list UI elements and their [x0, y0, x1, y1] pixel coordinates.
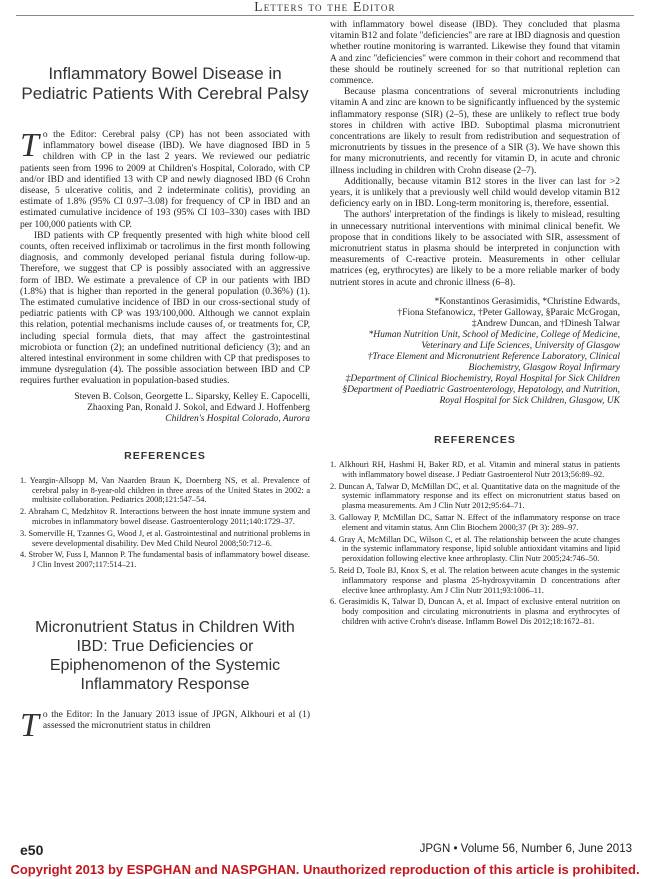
letter2-paragraph-1-start: To the Editor: In the January 2013 issue of JPGN, Alkhouri et al (1) assessed the micronutrient status in children	[20, 707, 310, 745]
letter2-paragraph-4: The authors' interpretation of the findings is likely to mislead, resulting in unnecessary nutritional interventions with minimal clinical benefit. We propose that in conditions likely to be associated with SIR, assessment of micronutrient status in plasma should be interpreted in conjunction with measurements of C-reactive protein. Measurements in other cellular matrices (eg, erythrocytes) are likely to be a more reliable marker of body nutrient stores in acute and chronic illness (6–8).	[330, 210, 620, 288]
reference-item: 6. Gerasimidis K, Talwar D, Duncan A, et al. Impact of exclusive enteral nutrition on body composition and circulating micronutrients in plasma and erythrocytes of children with active Crohn's disease. Inflamm Bowel Dis 2012;18:1672–81.	[330, 597, 620, 627]
reference-item: 2. Duncan A, Talwar D, McMillan DC, et al. Quantitative data on the magnitude of the systemic inflammatory response and its effect on micronutrient status based on plasma measurements. Am J Clin Nutr 2012;95:64–71.	[330, 481, 620, 511]
header-divider	[16, 15, 634, 16]
letter1-paragraph-1: To the Editor: Cerebral palsy (CP) has not been associated with inflammatory bowel disease (IBD). We have diagnosed IBD in 5 children with CP in the last 2 years. We reviewed our pediatric patients seen from 1996 to 2009 at Children's Hospital, Colorado, with CP and/or IBD and identified 13 with CP and newly diagnosed IBD (6 Crohn disease, 5 ulcerative colitis, and 2 indeterminate colitis), providing an estimate of 1.8% (95% CI 0.97–3.08) for frequency of CP in IBD and an estimated cumulative incidence of 193 (95% CI 103–330) cases with IBD per 100,000 patients with CP.	[20, 127, 310, 230]
letter2-authors: *Konstantinos Gerasimidis, *Christine Edwards, †Fiona Stefanowicz, †Peter Galloway, §Paraic McGrogan, ‡Andrew Duncan, and †Dinesh Talwar	[397, 296, 620, 329]
letter2-references-heading: REFERENCES	[434, 433, 516, 446]
reference-item: 1. Alkhouri RH, Hashmi H, Baker RD, et al. Vitamin and mineral status in patients with inflammatory bowel disease. J Pediatr Gastroenterol Nutr 2013;56:89–92.	[330, 460, 620, 479]
letter1-title: Inflammatory Bowel Disease in Pediatric Patients With Cerebral Palsy	[21, 64, 309, 103]
reference-item: 4. Strober W, Fuss I, Mannon P. The fundamental basis of inflammatory bowel disease. J Clin Invest 2007;117:514–21.	[20, 550, 310, 570]
letter1-dropcap: T	[20, 127, 39, 164]
letter2-paragraph-1-cont: with inflammatory bowel disease (IBD). They concluded that plasma vitamin B12 and folate ''deficiencies'' are rare at IBD diagnosis and question whether routine monitoring is warranted. Likewise they found that vitamin A and zinc ''deficiencies'' were common in their cohort and recommend that these should be routinely screened for so that nutritional repletion can commence.	[330, 20, 620, 87]
reference-item: 2. Abraham C, Medzhitov R. Interactions between the host innate immune system and microbes in inflammatory bowel disease. Gastroenterology 2011;140:1729–37.	[20, 507, 310, 527]
reference-item: 3. Somerville H, Tzannes G, Wood J, et al. Gastrointestinal and nutritional problems in severe developmental disability. Dev Med Child Neurol 2008;50:712–6.	[20, 528, 310, 548]
section-header: Letters to the Editor	[254, 0, 396, 14]
reference-item: 4. Gray A, McMillan DC, Wilson C, et al. The relationship between the acute changes in the systemic inflammatory response, lipid soluble antioxidant vitamins and lipid peroxidation following elective knee arthroplasty. Clin Nutr 2005;24:746–50.	[330, 534, 620, 564]
letter2-affiliations: *Human Nutrition Unit, School of Medicine, College of Medicine, Veterinary and Life Sciences, University of Glasgow †Trace Element and Micronutrient Reference Laboratory, Clinical Biochemistry, Glasgow Royal Infirmary ‡Department of Clinical Biochemistry, Royal Hospital for Sick Children §Department of Paediatric Gastroenterology, Hepatology, and Nutrition, Royal Hospital for Sick Children, Glasgow, UK	[342, 329, 620, 406]
reference-item: 1. Yeargin-Allsopp M, Van Naarden Braun K, Doernberg NS, et al. Prevalence of cerebral palsy in 8-year-old children in three areas of the United States in 2002: a multisite collaboration. Pediatrics 2008;121:547–54.	[20, 475, 310, 505]
letter2-dropcap: T	[20, 707, 39, 745]
journal-info: JPGN • Volume 56, Number 6, June 2013	[419, 843, 632, 855]
letter1-affiliation: Children's Hospital Colorado, Aurora	[165, 413, 310, 424]
copyright-notice: Copyright 2013 by ESPGHAN and NASPGHAN. Unauthorized reproduction of this article is prohibited.	[10, 862, 640, 877]
letter1-authors: Steven B. Colson, Georgette L. Siparsky, Kelley E. Capocelli, Zhaoxing Pan, Ronald J. Sokol, and Edward J. Hoffenberg	[74, 391, 310, 413]
letter2-title: Micronutrient Status in Children With IBD: True Deficiencies or Epiphenomenon of the Systemic Inflammatory Response	[35, 619, 295, 694]
right-column	[330, 20, 620, 629]
reference-item: 5. Reid D, Toole BJ, Knox S, et al. The relation between acute changes in the systemic inflammatory response and plasma 25-hydroxyvitamin D concentrations after elective knee arthroplasty. Am J Clin Nutr 2011;93:1006–11.	[330, 566, 620, 595]
letter1-references-heading: REFERENCES	[124, 449, 206, 462]
letter2-paragraph-2: Because plasma concentrations of several micronutrients including vitamin A and zinc are known to be significantly influenced by the systemic inflammatory response (SIR) (2–5), these are unlikely to reflect true body stores in children with active IBD. Suboptimal plasma micronutrient concentrations are likely to result from redistribution and sequestration of micronutrients by tissues in the presence of a SIR (3). We have shown this for many micronutrients, and recently for vitamin D, in acute and chronic illness including in children with Crohn disease (2–7).	[330, 87, 620, 176]
letter1-paragraph-2: IBD patients with CP frequently presented with high white blood cell counts, often received infliximab or tacrolimus in the first month following diagnosis, and commonly developed perianal fistula during follow-up. Therefore, we suggest that CP is possibly associated with an aggressive form of IBD. We estimate a prevalence of CP in our patients with IBD (1.8%) that is higher than reported in the general population (0.36%) (1). The estimated cumulative incidence of IBD in our cross-sectional study of pediatric patients with CP was 193/100,000. Although we cannot explain this relation, potential mechanisms include causes of, or treatments for, CP, including special formula diets, that may affect the gastrointestinal microbiota or function (2); an undefined nutritional deficiency (3); and an altered intestinal environment in some children with CP that predisposes to immune dysregulation (4). The possible association between IBD and CP requires further evaluation in population-based studies.	[20, 230, 310, 387]
page-number: e50	[20, 842, 44, 858]
letter2-paragraph-3: Additionally, because vitamin B12 stores in the liver can last for >2 years, it is unlikely that a previously well child would develop vitamin B12 deficiency early on in IBD. Long-term monitoring is, therefore, essential.	[330, 176, 620, 210]
reference-item: 3. Galloway P, McMillan DC, Sattar N. Effect of the inflammatory response on trace element and vitamin status. Ann Clin Biochem 2000;37 (Pt 3): 289–97.	[330, 513, 620, 532]
left-column	[20, 56, 310, 745]
letter1-reference-list	[20, 476, 310, 570]
letter2-reference-list	[330, 460, 620, 627]
